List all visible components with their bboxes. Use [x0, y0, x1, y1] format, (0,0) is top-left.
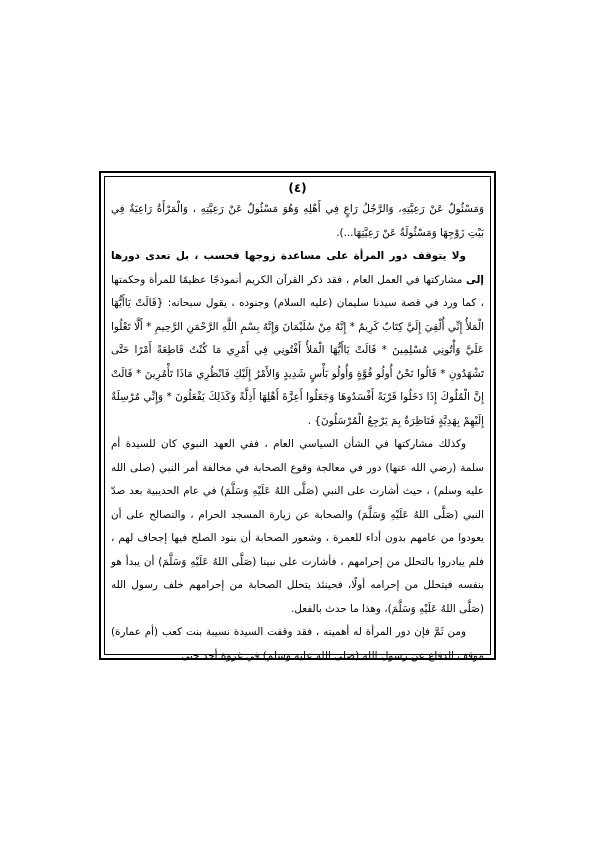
- paragraph-umm-salama: وكذلك مشاركتها في الشأن السياسي العام ، ففي العهد النبوي كان للسيدة أم سلمة (رضي الله عنها) دور في معالجة وقوع الصحابة في مخالفة أمر النبي (صلى الله عليه وسلم) ، حيث أشارت على النبي (صَلَّى اللهُ عَلَيْهِ وَسَلَّمَ) في عام الحديبية بعد صدّ النبي (صَلَّى اللهُ عَلَيْهِ وَسَلَّمَ) والصحابة عن زيارة المسجد الحرام ، والتصالح على أن يعودوا من عامهم بدون أداء للعمرة ، وشعور الصحابة أن بنود الصلح فيها إجحاف لهم ، فلم يبادروا بالتحلل من إحرامهم ، فأشارت على نبينا (صَلَّى اللهُ عَلَيْهِ وَسَلَّمَ) أن يبدأ هو بنفسه فيتحلل من إحرامه أولًا، فحينئذ يتحلل الصحابة من إحرامهم خلف رسول الله (صَلَّى اللهُ عَلَيْهِ وَسَلَّمَ)، وهذا ما حدث بالفعل.: [111, 438, 484, 615]
- paragraph-body-text: مشاركتها في العمل العام ، فقد ذكر القرآن الكريم أنموذجًا عظيمًا للمرأة وحكمتها ، كما ورد في قصة سيدنا سليمان (عليه السلام) وجنوده ، يقول سبحانه: {قَالَتْ يَاأَيُّهَا الْمَلأُ إِنِّي أُلْقِيَ إِلَيَّ كِتَابٌ كَرِيمٌ * إِنَّهُ مِنْ سُلَيْمَانَ وَإِنَّهُ بِسْمِ اللَّهِ الرَّحْمَنِ الرَّحِيمِ * أَلَّا تَعْلُوا عَلَيَّ وَأْتُونِي مُسْلِمِينَ * قَالَتْ يَاأَيُّهَا الْمَلأُ أَفْتُونِي فِي أَمْرِي مَا كُنْتُ قَاطِعَةً أَمْرًا حَتَّى تَشْهَدُونِ * قَالُوا نَحْنُ أُولُو قُوَّةٍ وَأُولُو بَأْسٍ شَدِيدٍ وَالأَمْرُ إِلَيْكِ فَانْظُرِي مَاذَا تَأْمُرِينَ * قَالَتْ إِنَّ الْمُلُوكَ إِذَا دَخَلُوا قَرْيَةً أَفْسَدُوهَا وَجَعَلُوا أَعِزَّةَ أَهْلِهَا أَذِلَّةً وَكَذَلِكَ يَفْعَلُونَ * وَإِنِّي مُرْسِلَةٌ إِلَيْهِمْ بِهَدِيَّةٍ فَنَاظِرَةٌ بِمَ يَرْجِعُ الْمُرْسَلُونَ} .: [111, 273, 484, 427]
- paragraph-queen-of-sheba: [111, 245, 484, 433]
- paragraph-nusayba: ومن ثَمَّ فإن دور المرأة له أهميته ، فقد وقفت السيدة نسيبة بنت كعب (أم عمارة) موقف الدفاع عن رسول الله (صلى الله عليه وسلم) في غزوة أحد حتى: [111, 626, 484, 662]
- paragraph-lead-sentence: ولا يتوقف دور المرأة على مساعدة زوجها فحسب ، بل تعدى دورها إلى: [111, 250, 484, 286]
- page-number: (٤): [288, 181, 307, 195]
- paragraph-hadith-ending: وَمَسْئُولٌ عَنْ رَعِيَّتِهِ، وَالرَّجُلُ رَاعٍ فِي أَهْلِهِ وَهُوَ مَسْئُولٌ عَنْ رَعِيَّتِهِ ، وَالْمَرْأَةُ رَاعِيَةٌ فِي بَيْتِ زَوْجِهَا وَمَسْئُولَةٌ عَنْ رَعِيَّتِهَا...).: [111, 203, 484, 239]
- page-content-frame: [104, 176, 491, 662]
